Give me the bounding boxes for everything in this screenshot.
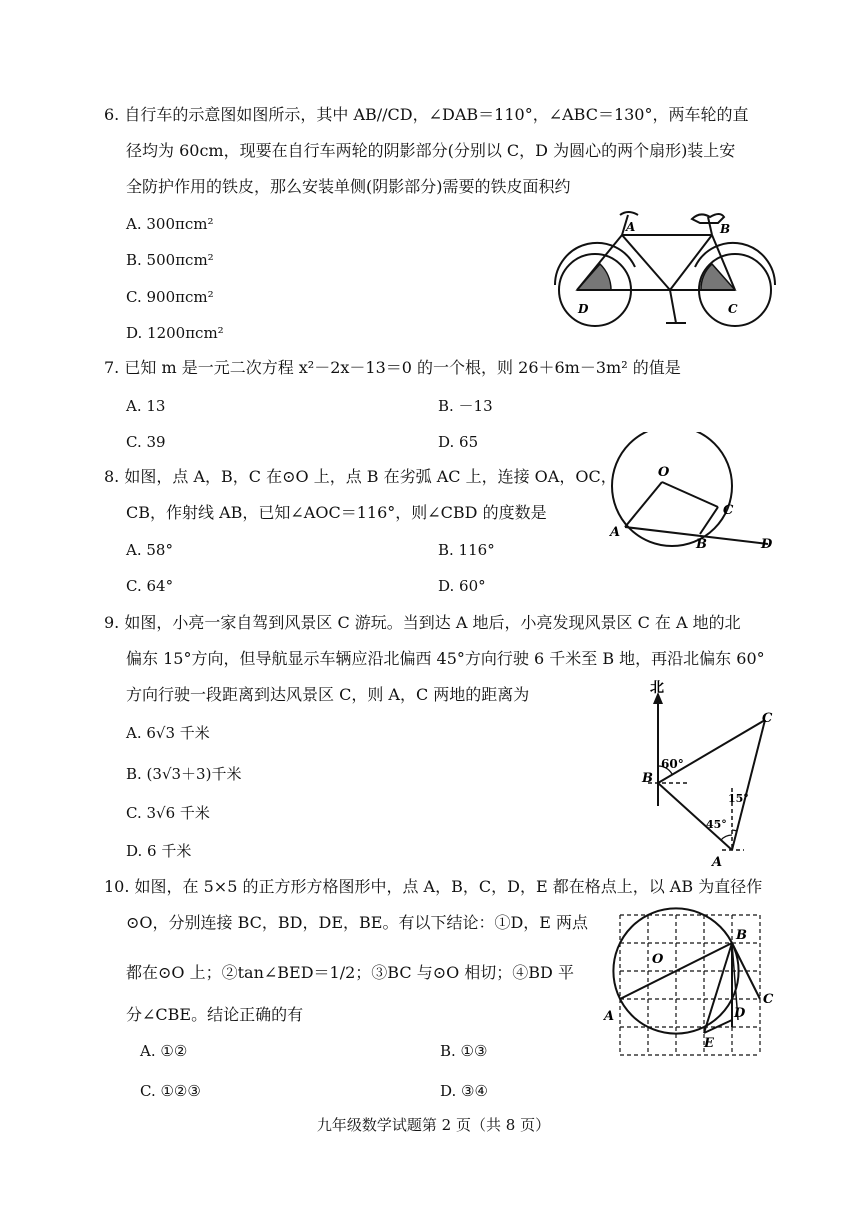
label-d: D: [761, 537, 773, 552]
label-a: A: [604, 1009, 615, 1024]
label-e: E: [704, 1036, 714, 1051]
q9-option-c: C. 3√6 千米: [126, 804, 210, 822]
q10-option-b: B. ①③: [440, 1042, 488, 1060]
label-15deg: 15°: [728, 792, 749, 805]
label-a: A: [610, 525, 621, 540]
q8-option-a: A. 58°: [126, 541, 173, 559]
q10-option-a: A. ①②: [140, 1042, 188, 1060]
q9-line-3: 方向行驶一段距离到达风景区 C，则 A，C 两地的距离为: [126, 685, 530, 704]
q9-line-1: 9. 如图，小亮一家自驾到风景区 C 游玩。当到达 A 地后，小亮发现风景区 C 在 A 地的北: [104, 613, 741, 632]
q8-option-c: C. 64°: [126, 577, 174, 595]
q6-option-b: B. 500πcm²: [126, 251, 214, 269]
q7-option-b: B. －13: [438, 397, 493, 415]
q8-line-2: CB，作射线 AB，已知∠AOC＝116°，则∠CBD 的度数是: [126, 503, 547, 522]
label-d: D: [578, 302, 589, 316]
label-b: B: [736, 928, 747, 943]
q10-line-1: 10. 如图，在 5×5 的正方形方格图形中，点 A，B，C，D，E 都在格点上，以 AB 为直径作: [104, 877, 763, 896]
label-b: B: [720, 222, 731, 236]
label-c: C: [723, 503, 734, 518]
q10-line-3: 都在⊙O 上；②tan∠BED＝1/2；③BC 与⊙O 相切；④BD 平: [126, 963, 574, 982]
q7-line-1: 7. 已知 m 是一元二次方程 x²－2x－13＝0 的一个根，则 26＋6m－3m² 的值是: [104, 358, 681, 377]
grid-figure-q10: [600, 905, 790, 1065]
label-d: D: [734, 1006, 746, 1021]
q10-option-d: D. ③④: [440, 1082, 488, 1100]
q9-option-b: B. (3√3＋3)千米: [126, 765, 242, 783]
bicycle-figure: [550, 205, 790, 350]
q10-option-c: C. ①②③: [140, 1082, 201, 1100]
label-a: A: [626, 220, 636, 234]
q6-line-3: 全防护作用的铁皮，那么安装单侧(阴影部分)需要的铁皮面积约: [126, 177, 571, 196]
label-b: B: [696, 537, 707, 552]
circle-figure-q8: [600, 432, 790, 557]
q8-option-d: D. 60°: [438, 577, 486, 595]
q6-line-1: 6. 自行车的示意图如图所示，其中 AB//CD，∠DAB＝110°，∠ABC＝130°，两车轮的直: [104, 105, 749, 124]
label-b: B: [642, 771, 653, 786]
q6-option-d: D. 1200πcm²: [126, 324, 224, 342]
q6-option-c: C. 900πcm²: [126, 288, 214, 306]
label-o: O: [652, 952, 664, 967]
q8-line-1: 8. 如图，点 A，B，C 在⊙O 上，点 B 在劣弧 AC 上，连接 OA，OC，: [104, 467, 617, 486]
label-60deg: 60°: [661, 757, 684, 771]
q9-option-d: D. 6 千米: [126, 842, 192, 860]
q8-option-b: B. 116°: [438, 541, 495, 559]
label-a: A: [712, 855, 723, 870]
q10-line-2: ⊙O，分别连接 BC，BD，DE，BE。有以下结论：①D，E 两点: [126, 913, 589, 932]
q7-option-c: C. 39: [126, 433, 166, 451]
label-c: C: [762, 711, 773, 726]
q7-option-a: A. 13: [126, 397, 166, 415]
label-o: O: [658, 465, 670, 480]
label-45deg: 45°: [706, 818, 727, 831]
q7-option-d: D. 65: [438, 433, 479, 451]
direction-figure-q9: [628, 678, 788, 873]
label-north: 北: [650, 680, 664, 696]
q6-line-2: 径均为 60cm，现要在自行车两轮的阴影部分(分别以 C，D 为圆心的两个扇形)装上安: [126, 141, 736, 160]
q9-line-2: 偏东 15°方向，但导航显示车辆应沿北偏西 45°方向行驶 6 千米至 B 地，再沿北偏东 60°: [126, 649, 765, 668]
q9-option-a: A. 6√3 千米: [126, 724, 210, 742]
label-c: C: [728, 302, 738, 316]
page-footer: 九年级数学试题第 2 页（共 8 页）: [316, 1116, 551, 1134]
q6-option-a: A. 300πcm²: [126, 215, 214, 233]
label-c: C: [763, 992, 774, 1007]
q10-line-4: 分∠CBE。结论正确的有: [126, 1005, 304, 1024]
